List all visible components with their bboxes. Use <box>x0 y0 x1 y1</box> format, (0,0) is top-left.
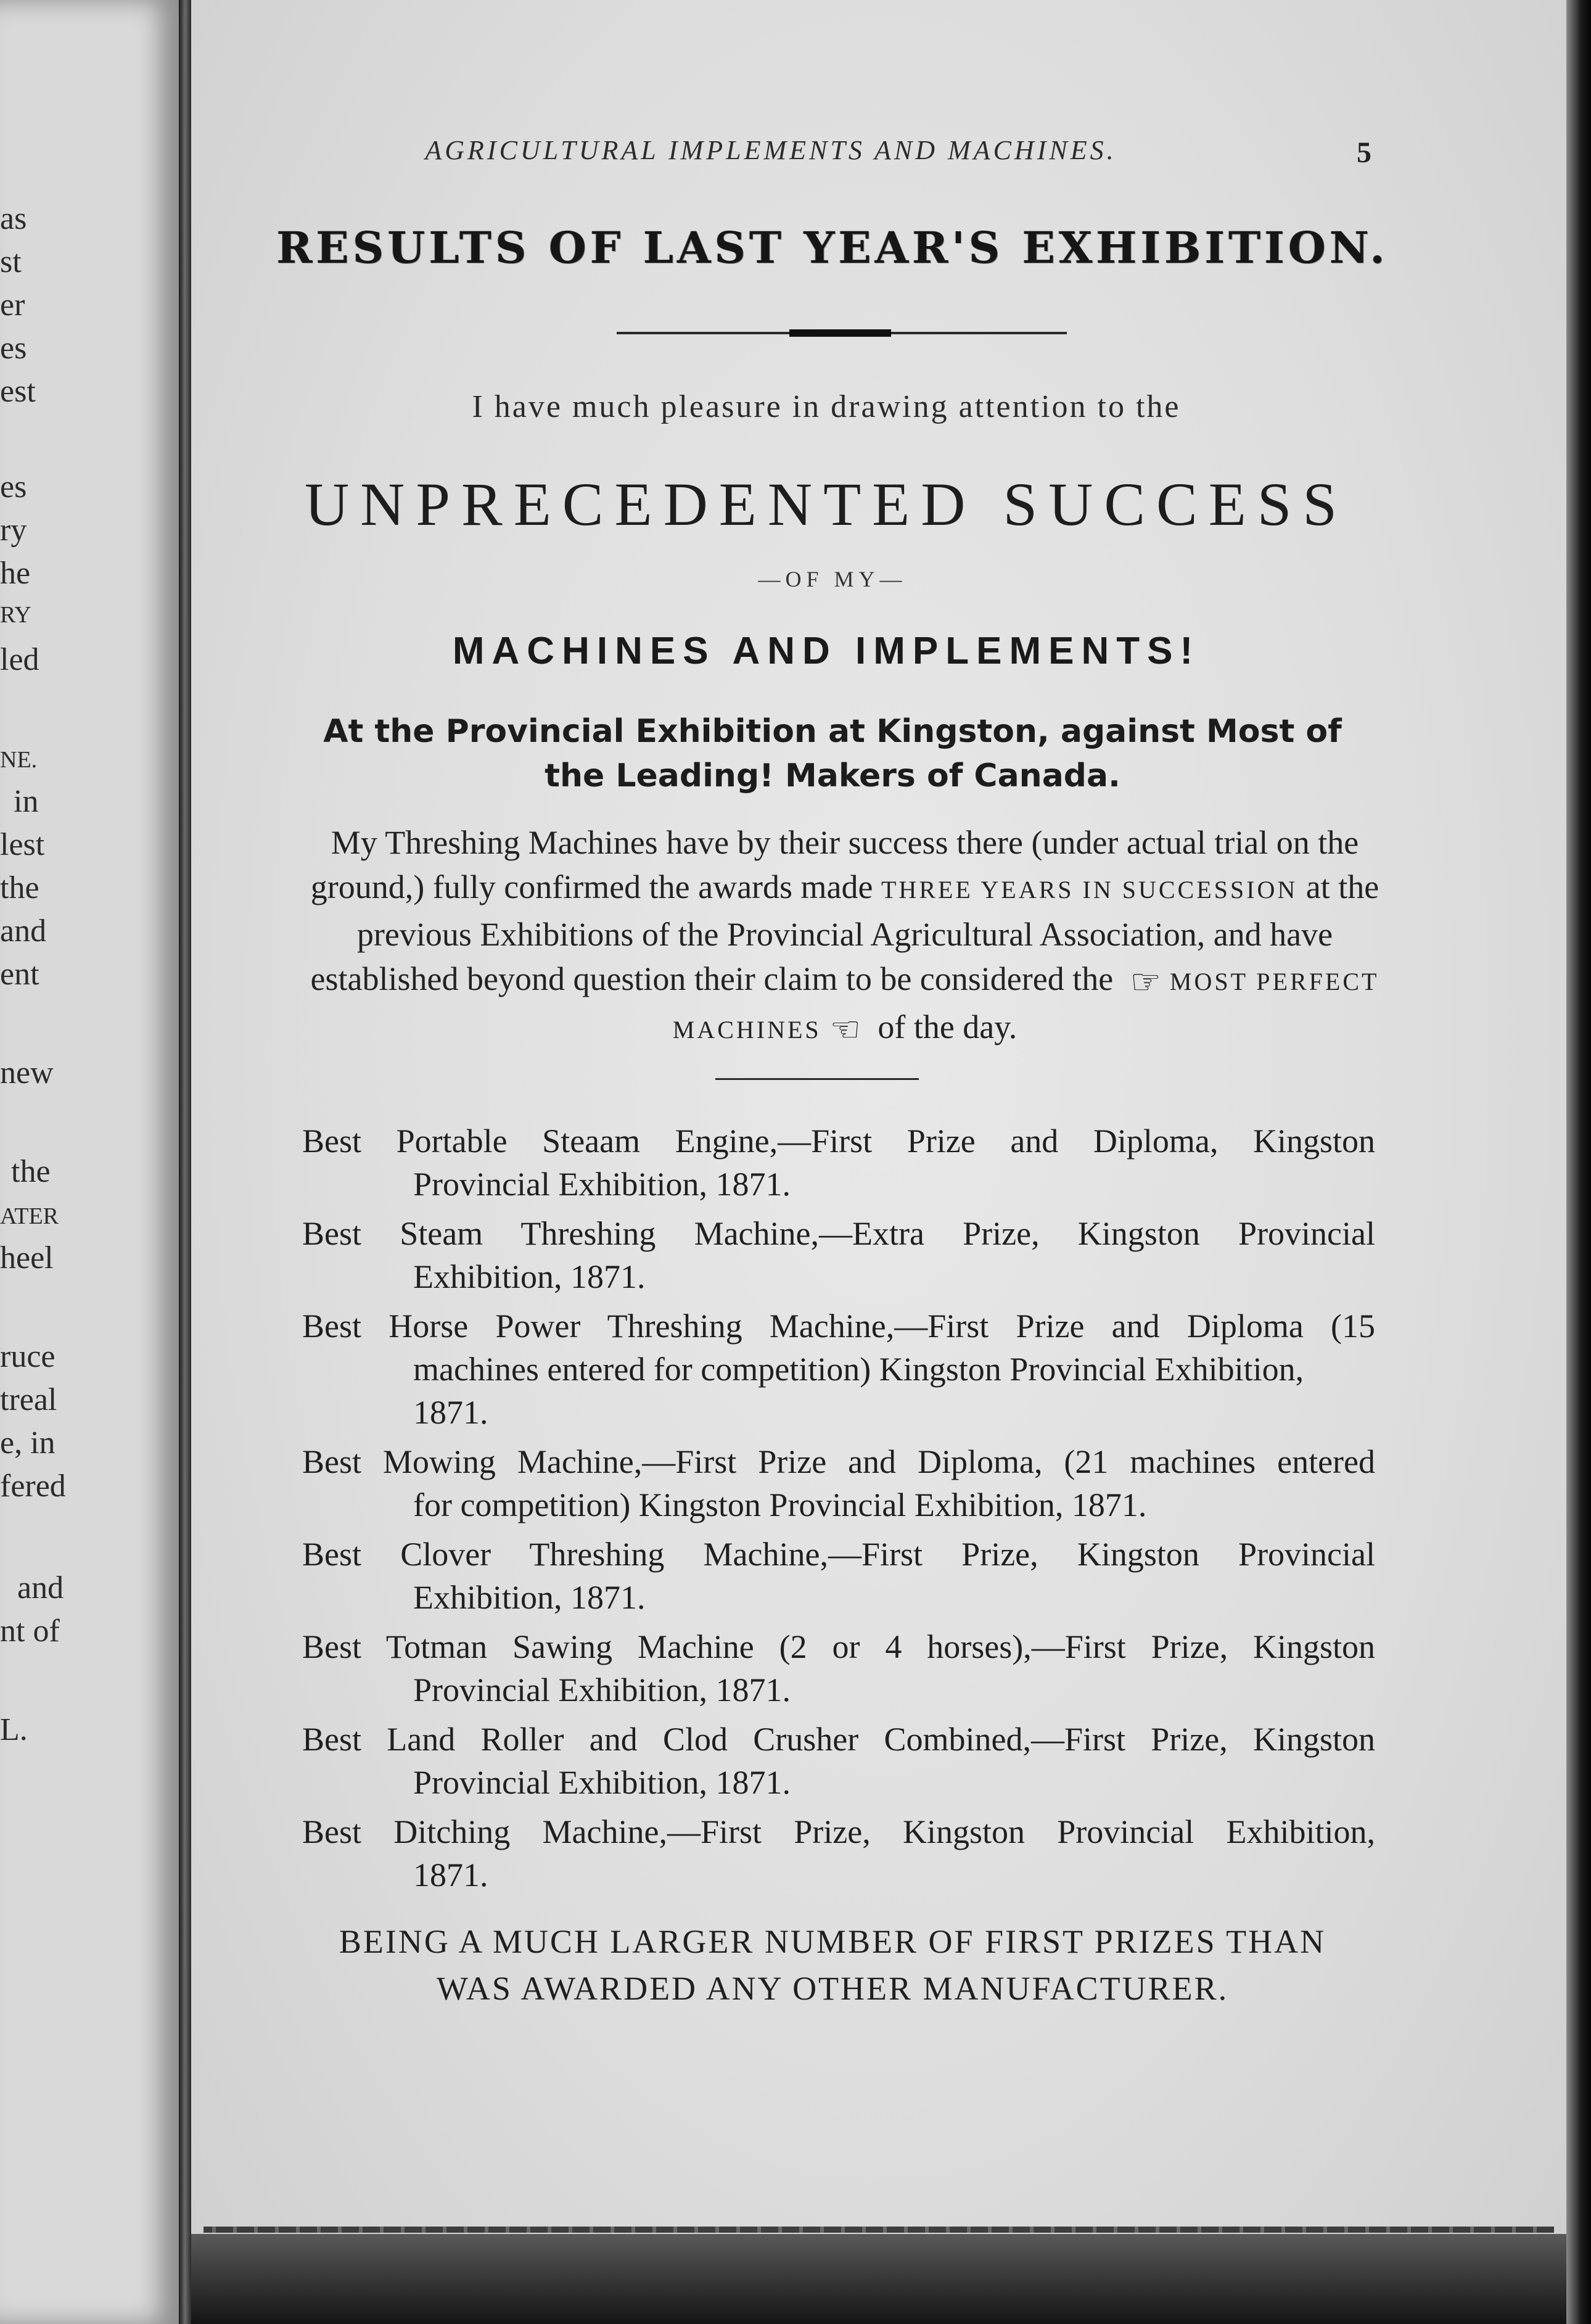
closing-statement <box>290 1918 1375 2012</box>
award-item <box>302 1718 1375 1804</box>
of-my-line: —OF MY— <box>758 567 907 591</box>
award-line: Best Steam Threshing Machine,—Extra Prize, Kingston Provincial <box>302 1215 1375 1252</box>
award-line: Best Horse Power Threshing Machine,—First Prize and Diploma (15 <box>302 1308 1375 1345</box>
award-line: Best Clover Threshing Machine,—First Prize, Kingston Provincial <box>302 1536 1375 1573</box>
running-head: AGRICULTURAL IMPLEMENTS AND MACHINES. <box>425 135 1117 165</box>
award-item <box>302 1440 1375 1527</box>
body-part-1: My Threshing Machines have by their success there (under actual trial on the ground,) fully confirmed the awards made <box>310 824 1359 905</box>
main-heading: RESULTS OF LAST YEAR'S EXHIBITION. <box>276 222 1389 273</box>
three-years-phrase: THREE YEARS IN SUCCESSION <box>881 876 1298 904</box>
award-continuation: Provincial Exhibition, 1871. <box>413 1671 791 1708</box>
body-paragraph <box>308 820 1381 1052</box>
heading-rule-left <box>617 332 789 334</box>
facing-page-text: ent <box>0 957 39 992</box>
award-line: Best Totman Sawing Machine (2 or 4 horses),—First Prize, Kingston <box>302 1628 1375 1665</box>
award-line: Best Land Roller and Clod Crusher Combined,—First Prize, Kingston <box>302 1721 1375 1758</box>
kingston-statement <box>284 709 1381 798</box>
award-item <box>302 1119 1375 1206</box>
body-part-3: of the day. <box>878 1008 1018 1045</box>
award-continuation: for competition) Kingston Provincial Exhibition, 1871. <box>413 1486 1147 1523</box>
award-line: Best Ditching Machine,—First Prize, Kingston Provincial Exhibition, <box>302 1813 1375 1850</box>
facing-page-text: heel <box>0 1240 54 1275</box>
facing-page-text: ruce <box>0 1339 56 1374</box>
award-continuation: 1871. <box>413 1394 488 1431</box>
facing-page-text: in <box>14 784 39 819</box>
facing-page-text: the <box>11 1154 51 1189</box>
facing-page-text: st <box>0 244 22 279</box>
facing-page-text: lest <box>0 827 45 862</box>
closing-line-2: WAS AWARDED ANY OTHER MANUFACTURER. <box>436 1970 1229 2007</box>
facing-page-text: es <box>0 331 27 366</box>
facing-page-text: es <box>0 469 27 505</box>
facing-page-text: ATER <box>0 1203 59 1229</box>
award-item <box>302 1533 1375 1619</box>
most-perfect-phrase: MOST PERFECT MACHINES <box>672 968 1379 1044</box>
pointing-hand-left-icon: ☜ <box>829 1011 861 1050</box>
award-line: Best Mowing Machine,—First Prize and Diploma, (21 machines entered <box>302 1443 1375 1480</box>
facing-page-edge <box>0 0 179 2324</box>
facing-page-text: er <box>0 287 25 323</box>
facing-page-text: and <box>17 1570 64 1605</box>
award-item <box>302 1625 1375 1712</box>
facing-page-text: and <box>0 913 47 949</box>
award-continuation: Provincial Exhibition, 1871. <box>413 1166 791 1203</box>
page-bottom-shadow <box>191 2234 1566 2324</box>
body-part-2: at the previous Exhibitions of the Provincial Agricultural Association, and have established beyond question their claim to be considered the <box>310 868 1379 997</box>
page-bottom-rule <box>204 2227 1554 2233</box>
heading-rule-center <box>789 329 891 337</box>
heading-rule-right <box>891 332 1067 334</box>
award-item <box>302 1810 1375 1897</box>
award-item <box>302 1212 1375 1298</box>
display-line: UNPRECEDENTED SUCCESS <box>304 470 1349 538</box>
award-continuation: 1871. <box>413 1856 488 1893</box>
kingston-line-2: the Leading! Makers of Canada. <box>545 757 1120 794</box>
facing-page-text: new <box>0 1055 54 1090</box>
facing-page-text: L. <box>0 1712 28 1747</box>
award-continuation: Exhibition, 1871. <box>413 1579 646 1616</box>
pointing-hand-right-icon: ☞ <box>1130 963 1161 1002</box>
page-right-edge <box>1566 0 1591 2324</box>
facing-page-text: e, in <box>0 1425 56 1461</box>
page-number: 5 <box>1357 136 1371 169</box>
facing-page-text: treal <box>0 1382 57 1417</box>
facing-page-text: RY <box>0 602 31 628</box>
award-line: Best Portable Steaam Engine,—First Prize and Diploma, Kingston <box>302 1123 1375 1160</box>
facing-page-text: led <box>0 642 39 677</box>
intro-line: I have much pleasure in drawing attention to the <box>472 389 1181 424</box>
book-gutter <box>179 0 191 2324</box>
award-continuation: Exhibition, 1871. <box>413 1258 646 1295</box>
facing-page-text: NE. <box>0 747 38 773</box>
facing-page-text: he <box>0 556 31 591</box>
facing-page-text: the <box>0 870 39 905</box>
facing-page-text: fered <box>0 1469 66 1504</box>
machines-line: MACHINES AND IMPLEMENTS! <box>452 630 1201 672</box>
facing-page-text: est <box>0 374 36 409</box>
facing-page-text: ry <box>0 513 27 548</box>
section-rule <box>715 1078 919 1080</box>
award-continuation: machines entered for competition) Kingston Provincial Exhibition, <box>413 1351 1304 1388</box>
award-item <box>302 1304 1375 1434</box>
awards-list <box>302 1119 1375 1903</box>
facing-page-text: as <box>0 201 27 236</box>
kingston-line-1: At the Provincial Exhibition at Kingston, against Most of <box>323 713 1342 750</box>
facing-page-text: nt of <box>0 1613 60 1649</box>
award-continuation: Provincial Exhibition, 1871. <box>413 1764 791 1801</box>
closing-line-1: BEING A MUCH LARGER NUMBER OF FIRST PRIZES THAN <box>339 1923 1326 1960</box>
